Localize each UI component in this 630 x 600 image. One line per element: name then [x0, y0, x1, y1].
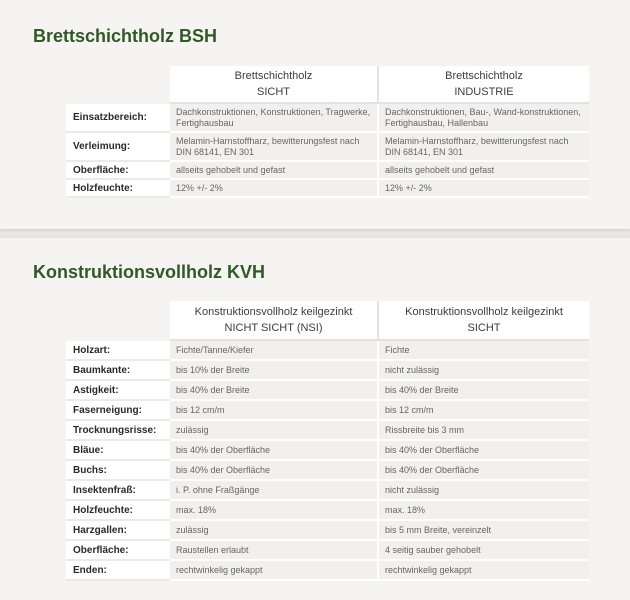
- bsh-corner-cell: [66, 66, 170, 104]
- row-value-sicht: Fichte: [379, 341, 589, 361]
- row-value-nicht-sicht: bis 40% der Oberfläche: [170, 441, 379, 461]
- row-value-nicht-sicht: bis 12 cm/m: [170, 401, 379, 421]
- kvh-spec-table: [66, 301, 589, 581]
- bsh-header-row: [66, 66, 589, 104]
- bsh-spec-table: [66, 66, 589, 198]
- column-header-line2: SICHT: [467, 322, 501, 334]
- kvh-header-row: [66, 301, 589, 341]
- row-value-sicht: bis 40% der Oberfläche: [379, 441, 589, 461]
- kvh-column-header-sicht: [379, 301, 589, 341]
- column-header-line2: NICHT SICHT (NSI): [224, 322, 323, 334]
- row-value-nicht-sicht: max. 18%: [170, 501, 379, 521]
- table-row: [66, 180, 589, 198]
- table-row: [66, 104, 589, 133]
- row-label: Holzfeuchte:: [66, 180, 170, 198]
- row-label: Einsatzbereich:: [66, 104, 170, 133]
- row-value-nicht-sicht: bis 10% der Breite: [170, 361, 379, 381]
- row-value-nicht-sicht: rechtwinkelig gekappt: [170, 561, 379, 581]
- bsh-card: [0, 0, 630, 229]
- row-value-sicht: Dachkonstruktionen, Konstruktionen, Tragwerke, Fertighausbau: [170, 104, 379, 133]
- table-row: [66, 361, 589, 381]
- bsh-column-header-industrie: [379, 66, 589, 104]
- row-value-sicht: bis 5 mm Breite, vereinzelt: [379, 521, 589, 541]
- row-value-nicht-sicht: Raustellen erlaubt: [170, 541, 379, 561]
- row-label: Oberfläche:: [66, 541, 170, 561]
- row-value-sicht: bis 40% der Oberfläche: [379, 461, 589, 481]
- row-value-sicht: bis 40% der Breite: [379, 381, 589, 401]
- row-value-sicht: max. 18%: [379, 501, 589, 521]
- kvh-column-header-nicht-sicht: [170, 301, 379, 341]
- row-label: Astigkeit:: [66, 381, 170, 401]
- row-value-sicht: bis 12 cm/m: [379, 401, 589, 421]
- row-label: Verleimung:: [66, 133, 170, 162]
- kvh-corner-cell: [66, 301, 170, 341]
- row-label: Harzgallen:: [66, 521, 170, 541]
- table-row: [66, 381, 589, 401]
- row-value-industrie: Dachkonstruktionen, Bau-, Wand-konstruktionen, Fertighausbau, Hallenbau: [379, 104, 589, 133]
- row-value-nicht-sicht: zulässig: [170, 521, 379, 541]
- row-value-industrie: 12% +/- 2%: [379, 180, 589, 198]
- column-header-line1: Konstruktionsvollholz keilgezinkt: [194, 306, 353, 318]
- column-header-line2: SICHT: [257, 86, 290, 98]
- row-value-sicht: nicht zulässig: [379, 361, 589, 381]
- row-value-sicht: 4 seitig sauber gehobelt: [379, 541, 589, 561]
- table-row: [66, 501, 589, 521]
- table-row: [66, 441, 589, 461]
- table-row: [66, 461, 589, 481]
- row-label: Buchs:: [66, 461, 170, 481]
- row-value-nicht-sicht: zulässig: [170, 421, 379, 441]
- table-row: [66, 341, 589, 361]
- kvh-title: Konstruktionsvollholz KVH: [33, 262, 266, 282]
- row-label: Holzfeuchte:: [66, 501, 170, 521]
- row-label: Bläue:: [66, 441, 170, 461]
- column-header-line1: Brettschichtholz: [234, 70, 313, 82]
- table-row: [66, 133, 589, 162]
- row-value-nicht-sicht: bis 40% der Breite: [170, 381, 379, 401]
- row-value-sicht: Melamin-Harnstoffharz, bewitterungsfest nach DIN 68141, EN 301: [170, 133, 379, 162]
- row-value-sicht: 12% +/- 2%: [170, 180, 379, 198]
- row-value-nicht-sicht: Fichte/Tanne/Kiefer: [170, 341, 379, 361]
- column-header-line1: Konstruktionsvollholz keilgezinkt: [405, 306, 563, 318]
- row-value-nicht-sicht: bis 40% der Oberfläche: [170, 461, 379, 481]
- row-label: Baumkante:: [66, 361, 170, 381]
- column-header-line1: Brettschichtholz: [445, 70, 523, 82]
- row-value-nicht-sicht: i. P. ohne Fraßgänge: [170, 481, 379, 501]
- row-value-industrie: Melamin-Harnstoffharz, bewitterungsfest nach DIN 68141, EN 301: [379, 133, 589, 162]
- table-row: [66, 561, 589, 581]
- table-row: [66, 401, 589, 421]
- row-label: Trocknungsrisse:: [66, 421, 170, 441]
- bsh-title: Brettschichtholz BSH: [33, 26, 218, 46]
- kvh-card: [0, 238, 630, 600]
- row-value-sicht: Rissbreite bis 3 mm: [379, 421, 589, 441]
- row-label: Faserneigung:: [66, 401, 170, 421]
- row-value-sicht: allseits gehobelt und gefast: [170, 162, 379, 180]
- table-row: [66, 521, 589, 541]
- table-row: [66, 421, 589, 441]
- row-value-industrie: allseits gehobelt und gefast: [379, 162, 589, 180]
- row-label: Oberfläche:: [66, 162, 170, 180]
- row-value-sicht: rechtwinkelig gekappt: [379, 561, 589, 581]
- row-label: Enden:: [66, 561, 170, 581]
- row-label: Holzart:: [66, 341, 170, 361]
- column-header-line2: INDUSTRIE: [454, 86, 514, 98]
- table-row: [66, 162, 589, 180]
- row-value-sicht: nicht zulässig: [379, 481, 589, 501]
- row-label: Insektenfraß:: [66, 481, 170, 501]
- bsh-column-header-sicht: [170, 66, 379, 104]
- table-row: [66, 541, 589, 561]
- table-row: [66, 481, 589, 501]
